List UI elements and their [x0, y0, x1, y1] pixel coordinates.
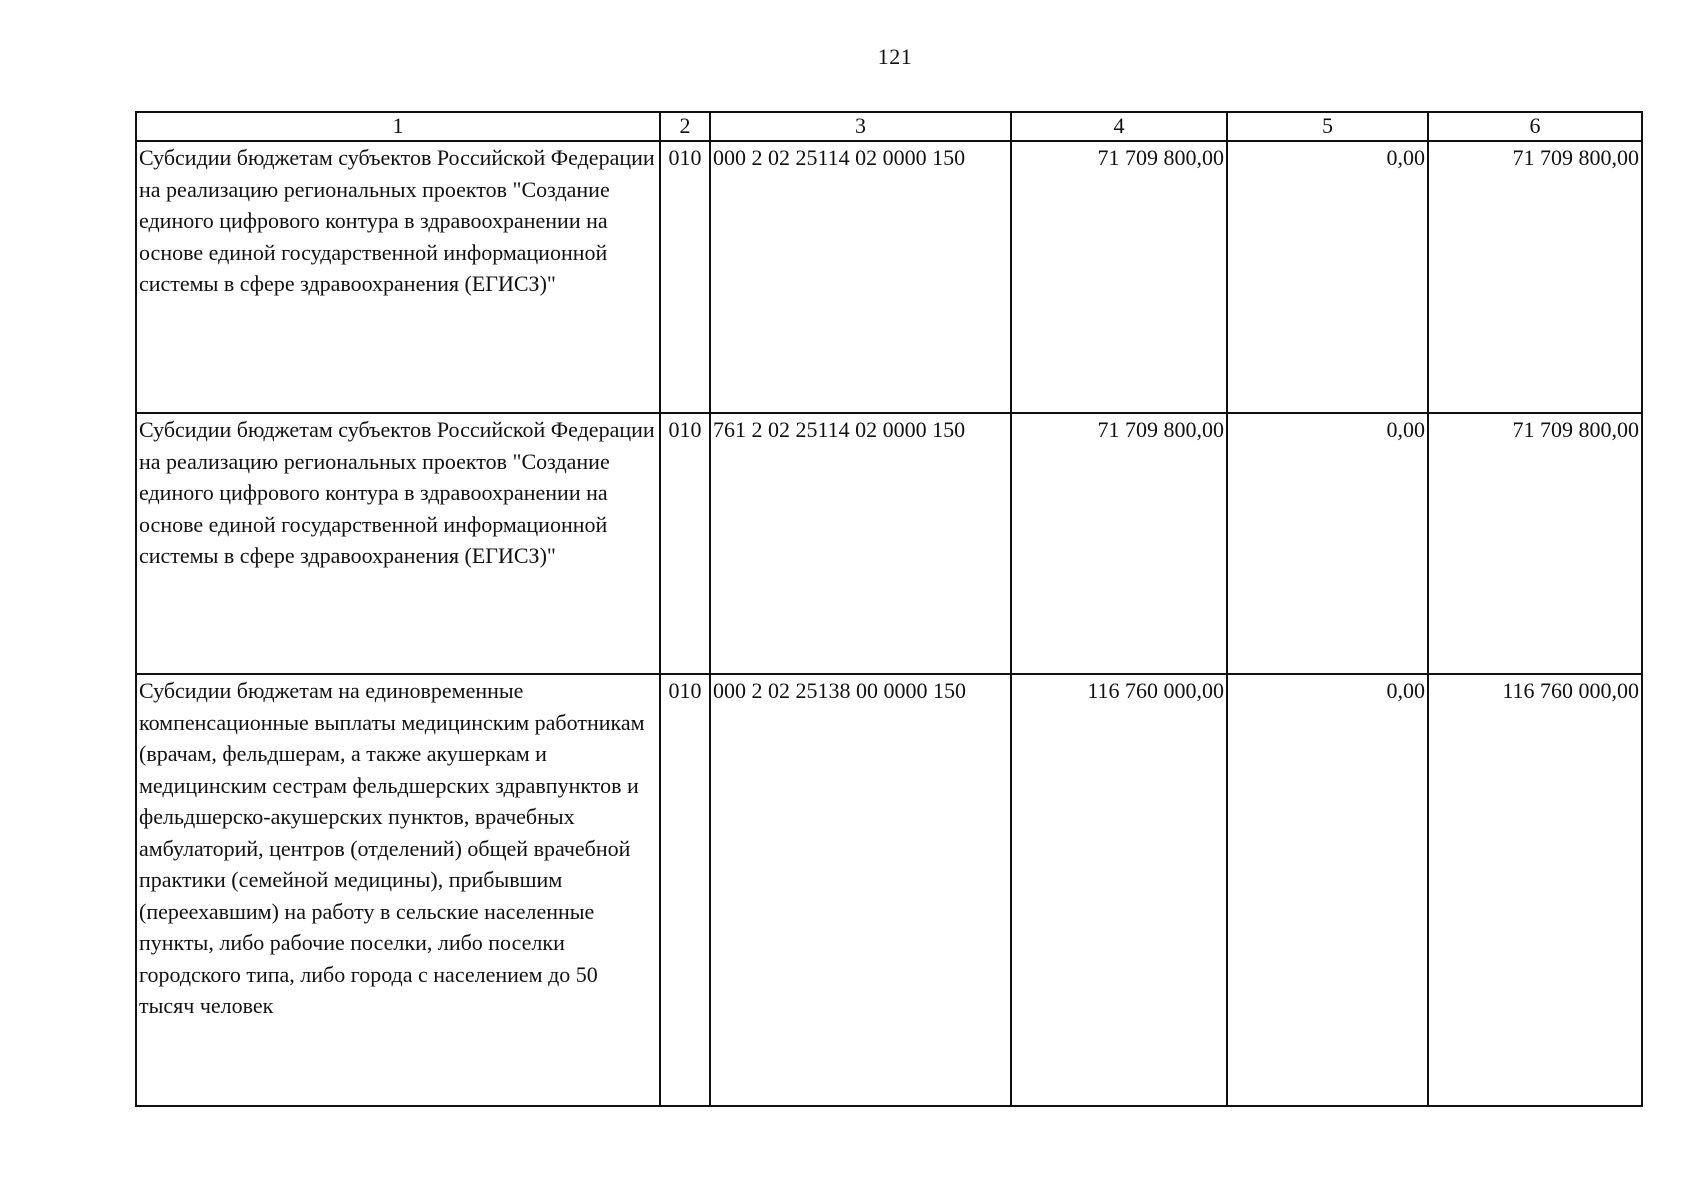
column-header-6: 6 — [1428, 112, 1642, 141]
table-row — [136, 141, 1642, 413]
column-header-2: 2 — [660, 112, 710, 141]
row-executed: 0,00 — [1227, 141, 1428, 413]
row-budget-code: 000 2 02 25138 00 0000 150 — [710, 674, 1011, 1106]
row-name: Субсидии бюджетам субъектов Российской Федерации на реализацию региональных проектов "Создание единого цифрового контура в здравоохранении на основе единой государственной информационной системы в сфере здравоохранения (ЕГИСЗ)" — [136, 141, 660, 413]
row-approved: 71 709 800,00 — [1011, 141, 1227, 413]
column-header-1: 1 — [136, 112, 660, 141]
row-unexecuted: 71 709 800,00 — [1428, 413, 1642, 674]
row-name: Субсидии бюджетам на единовременные компенсационные выплаты медицинским работникам (врачам, фельдшерам, а также акушеркам и медицинским сестрам фельдшерских здравпунктов и фельдшерско-акушерских пунктов, врачебных амбулаторий, центров (отделений) общей врачебной практики (семейной медицины), прибывшим (переехавшим) на работу в сельские населенные пункты, либо рабочие поселки, либо поселки городского типа, либо города с населением до 50 тысяч человек — [136, 674, 660, 1106]
row-budget-code: 761 2 02 25114 02 0000 150 — [710, 413, 1011, 674]
row-line-code: 010 — [660, 413, 710, 674]
row-executed: 0,00 — [1227, 413, 1428, 674]
table-row — [136, 674, 1642, 1106]
row-name: Субсидии бюджетам субъектов Российской Федерации на реализацию региональных проектов "Создание единого цифрового контура в здравоохранении на основе единой государственной информационной системы в сфере здравоохранения (ЕГИСЗ)" — [136, 413, 660, 674]
row-line-code: 010 — [660, 141, 710, 413]
column-header-4: 4 — [1011, 112, 1227, 141]
row-approved: 71 709 800,00 — [1011, 413, 1227, 674]
page-number: 121 — [877, 44, 913, 69]
header-row — [136, 112, 1642, 141]
budget-table — [135, 111, 1643, 1107]
row-approved: 116 760 000,00 — [1011, 674, 1227, 1106]
column-header-5: 5 — [1227, 112, 1428, 141]
row-budget-code: 000 2 02 25114 02 0000 150 — [710, 141, 1011, 413]
row-executed: 0,00 — [1227, 674, 1428, 1106]
row-line-code: 010 — [660, 674, 710, 1106]
table-row — [136, 413, 1642, 674]
row-unexecuted: 71 709 800,00 — [1428, 141, 1642, 413]
row-unexecuted: 116 760 000,00 — [1428, 674, 1642, 1106]
column-header-3: 3 — [710, 112, 1011, 141]
